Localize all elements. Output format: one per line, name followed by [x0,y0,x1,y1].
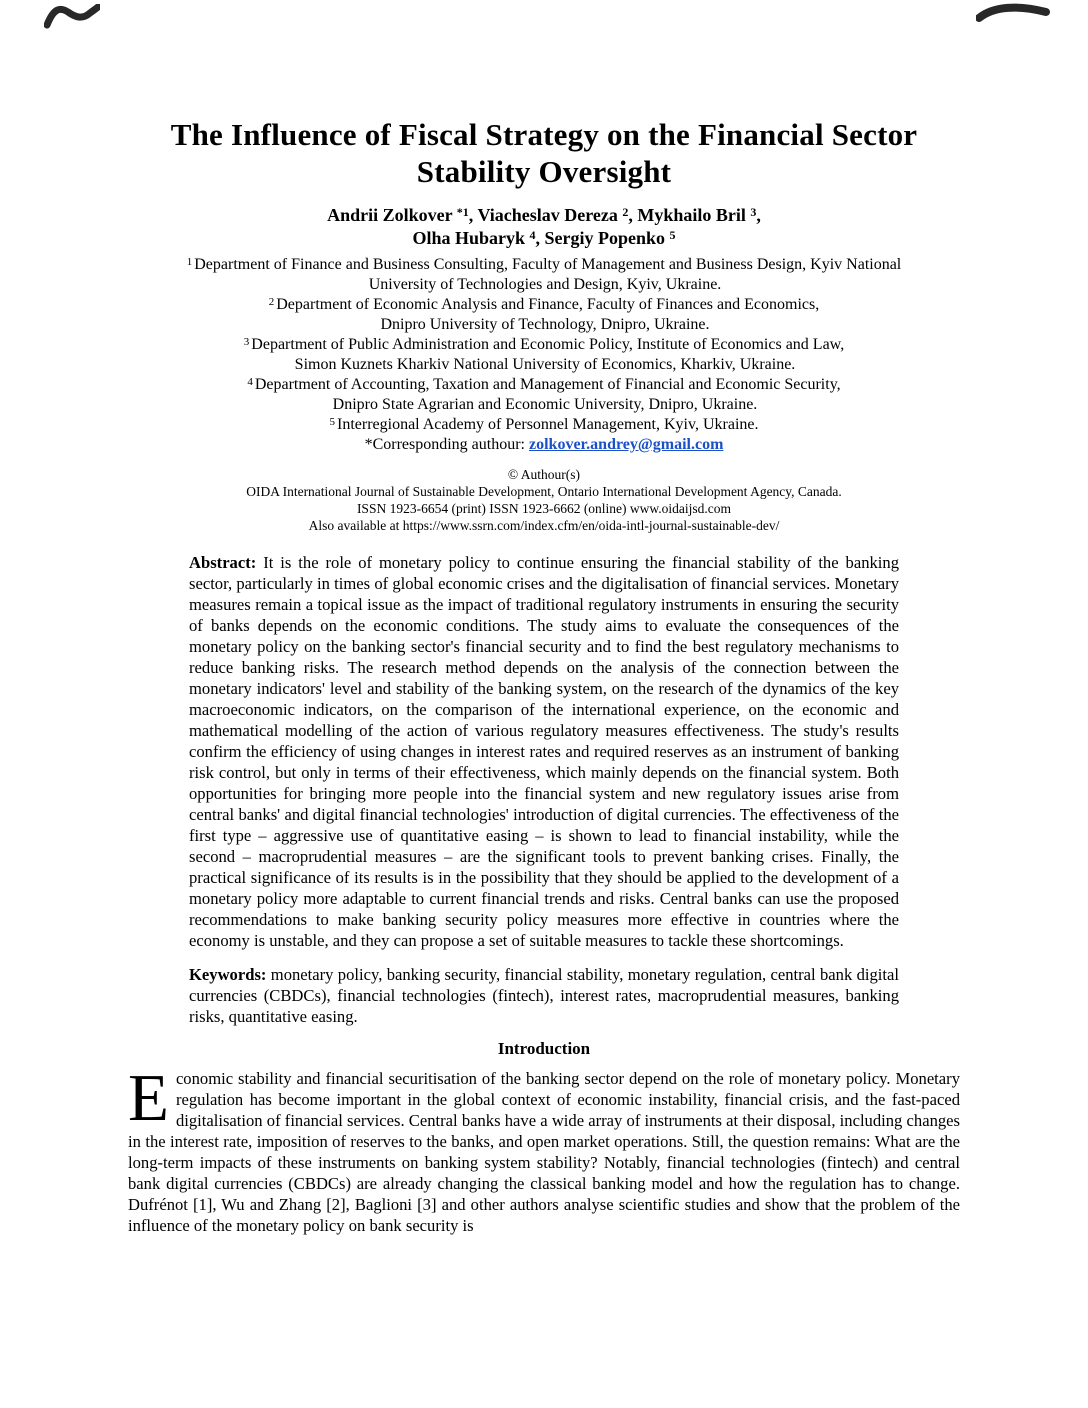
authors-line-1 [0,204,1088,227]
affiliation-superscript: 1 [186,255,193,268]
authors-block [0,204,1088,250]
author-superscript: 4 [529,227,536,242]
affiliations-block [0,255,1088,455]
affiliation-superscript: 2 [268,295,275,308]
issn-line: ISSN 1923-6654 (print) ISSN 1923-6662 (online) www.oidaijsd.com [356,501,732,516]
corresponding-author-label: *Corresponding authour: [364,436,529,453]
email-link[interactable]: zolkover.andrey@gmail.com [529,436,724,453]
affiliation-line: $^4$ Department of Accounting, Taxation and Management of Financial and Economic Security, [247,375,841,393]
author-superscript: 3 [750,204,757,219]
author-name: , [756,205,761,225]
affiliation-line: $^2$ Department of Economic Analysis and Finance, Faculty of Finances and Economics, [268,295,820,313]
author-name: Andrii Zolkover [327,205,457,225]
introduction-text: conomic stability and financial securitisation of the banking sector depend on the role of monetary policy. Monetary regulation has become important in the global context of economic instability, financial crisis, and the fast-paced digitalisation of financial services. Central banks have a wide array of instruments at their disposal, including changes in the interest rate, imposition of reserves to the banks, and open market operations. Still, the question remains: What are the long-term impacts of these instruments on banking system stability? Notably, financial technologies (fintech) and central bank digital currencies (CBDCs) are already changing the classical banking model and how the regulation has to change. Dufrénot [1], Wu and Zhang [2], Baglioni [3] and other authors analyse scientific studies and show that the problem of the influence of the monetary policy on bank security is [128,1069,960,1235]
affiliation-line: $^1$ Department of Finance and Business Consulting, Faculty of Management and Business Design, Kyiv National [186,255,902,273]
affiliation-line: $^5$ Interregional Academy of Personnel Management, Kyiv, Ukraine. [329,415,759,433]
abstract-label: Abstract: [189,553,257,572]
introduction-paragraph [128,1061,960,1236]
affiliation-line: University of Technologies and Design, Kyiv, Ukraine. [368,276,722,293]
keywords-paragraph [189,964,899,1027]
abstract-paragraph [189,552,899,951]
affiliation-line: Dnipro State Agrarian and Economic University, Dnipro, Ukraine. [332,396,758,413]
affiliation-line: Simon Kuznets Kharkiv National University of Economics, Kharkiv, Ukraine. [294,356,796,373]
introduction-heading: Introduction [497,1039,591,1058]
author-superscript: 5 [669,227,676,242]
authors-line-2 [0,227,1088,250]
keywords-label: Keywords: [189,965,267,984]
author-name: Olha Hubaryk [412,228,530,248]
scan-artifact-left-icon [44,4,100,35]
keywords-text: monetary policy, banking security, financial stability, monetary regulation, central bank digital currencies (CBDCs), financial technologies (fintech), interest rates, macroprudential measures, banking risks, quantitative easing. [189,965,899,1026]
affiliation-superscript: 4 [247,375,253,388]
page-title [0,0,1088,190]
author-superscript: 2 [622,204,629,219]
scan-artifact-right-icon [976,3,1050,30]
affiliation-line: $^3$ Department of Public Administration and Economic Policy, Institute of Economics and Law, [243,335,845,353]
availability-line: Also available at https://www.ssrn.com/index.cfm/en/oida-intl-journal-sustainable-dev/ [308,518,780,533]
copyright-line: © Authour(s) [507,467,581,482]
affiliation-superscript: 5 [329,415,335,428]
abstract-text: It is the role of monetary policy to continue ensuring the financial stability of the banking sector, particularly in times of global economic crises and the digitalisation of financial services. Monetary measures remain a topical issue as the impact of traditional regulatory instruments in ensuring the security of banks depends on the economic conditions. The study aims to evaluate the consequences of the monetary policy on the banking sector's financial security and to find the best regulatory mechanisms to reduce banking risks. The research method depends on the analysis of the connection between the monetary indicators' level and stability of the banking system, on the research of the dynamics of the key macroeconomic indicators, on the comparison of the international experience, on the economic and mathematical modelling of the action of various regulatory measures effectiveness. The study's results confirm the efficiency of using changes in interest rates and required reserves as an instrument of banking risk control, but only in terms of their effectiveness, which mainly depends on the financial system. Both opportunities for bringing more people into the financial system and new regulatory issues arise from central banks' and digital financial technologies' introduction of digital currencies. The effectiveness of the first type – aggressive use of quantitative easing – is shown to lead to financial instability, while the second – macroprudential measures – are the significant tools to prevent banking crises. Finally, the practical significance of its results is in the possibility that they should be applied to the development of a monetary policy more adaptable to current financial trends and risks. Central banks can use the proposed recommendations to make banking security policy measures more effective in countries where the economy is unstable, and they can propose a set of suitable measures to tackle these shortcomings. [189,553,899,950]
title-line-2: Stability Oversight [416,154,672,189]
dropcap-letter: E [128,1061,169,1135]
author-name: , Sergiy Popenko [535,228,670,248]
author-superscript: *1 [456,204,469,219]
journal-info-block [0,466,1088,534]
journal-name-line: OIDA International Journal of Sustainable Development, Ontario International Development Agency, Canada. [246,484,842,499]
author-name: , Mykhailo Bril [628,205,751,225]
title-line-1: The Influence of Fiscal Strategy on the Financial Sector [170,117,918,152]
affiliation-superscript: 3 [243,335,250,348]
author-name: , Viacheslav Dereza [468,205,623,225]
affiliation-line: Dnipro University of Technology, Dnipro, Ukraine. [380,316,710,333]
corresponding-author-line [0,435,1088,455]
